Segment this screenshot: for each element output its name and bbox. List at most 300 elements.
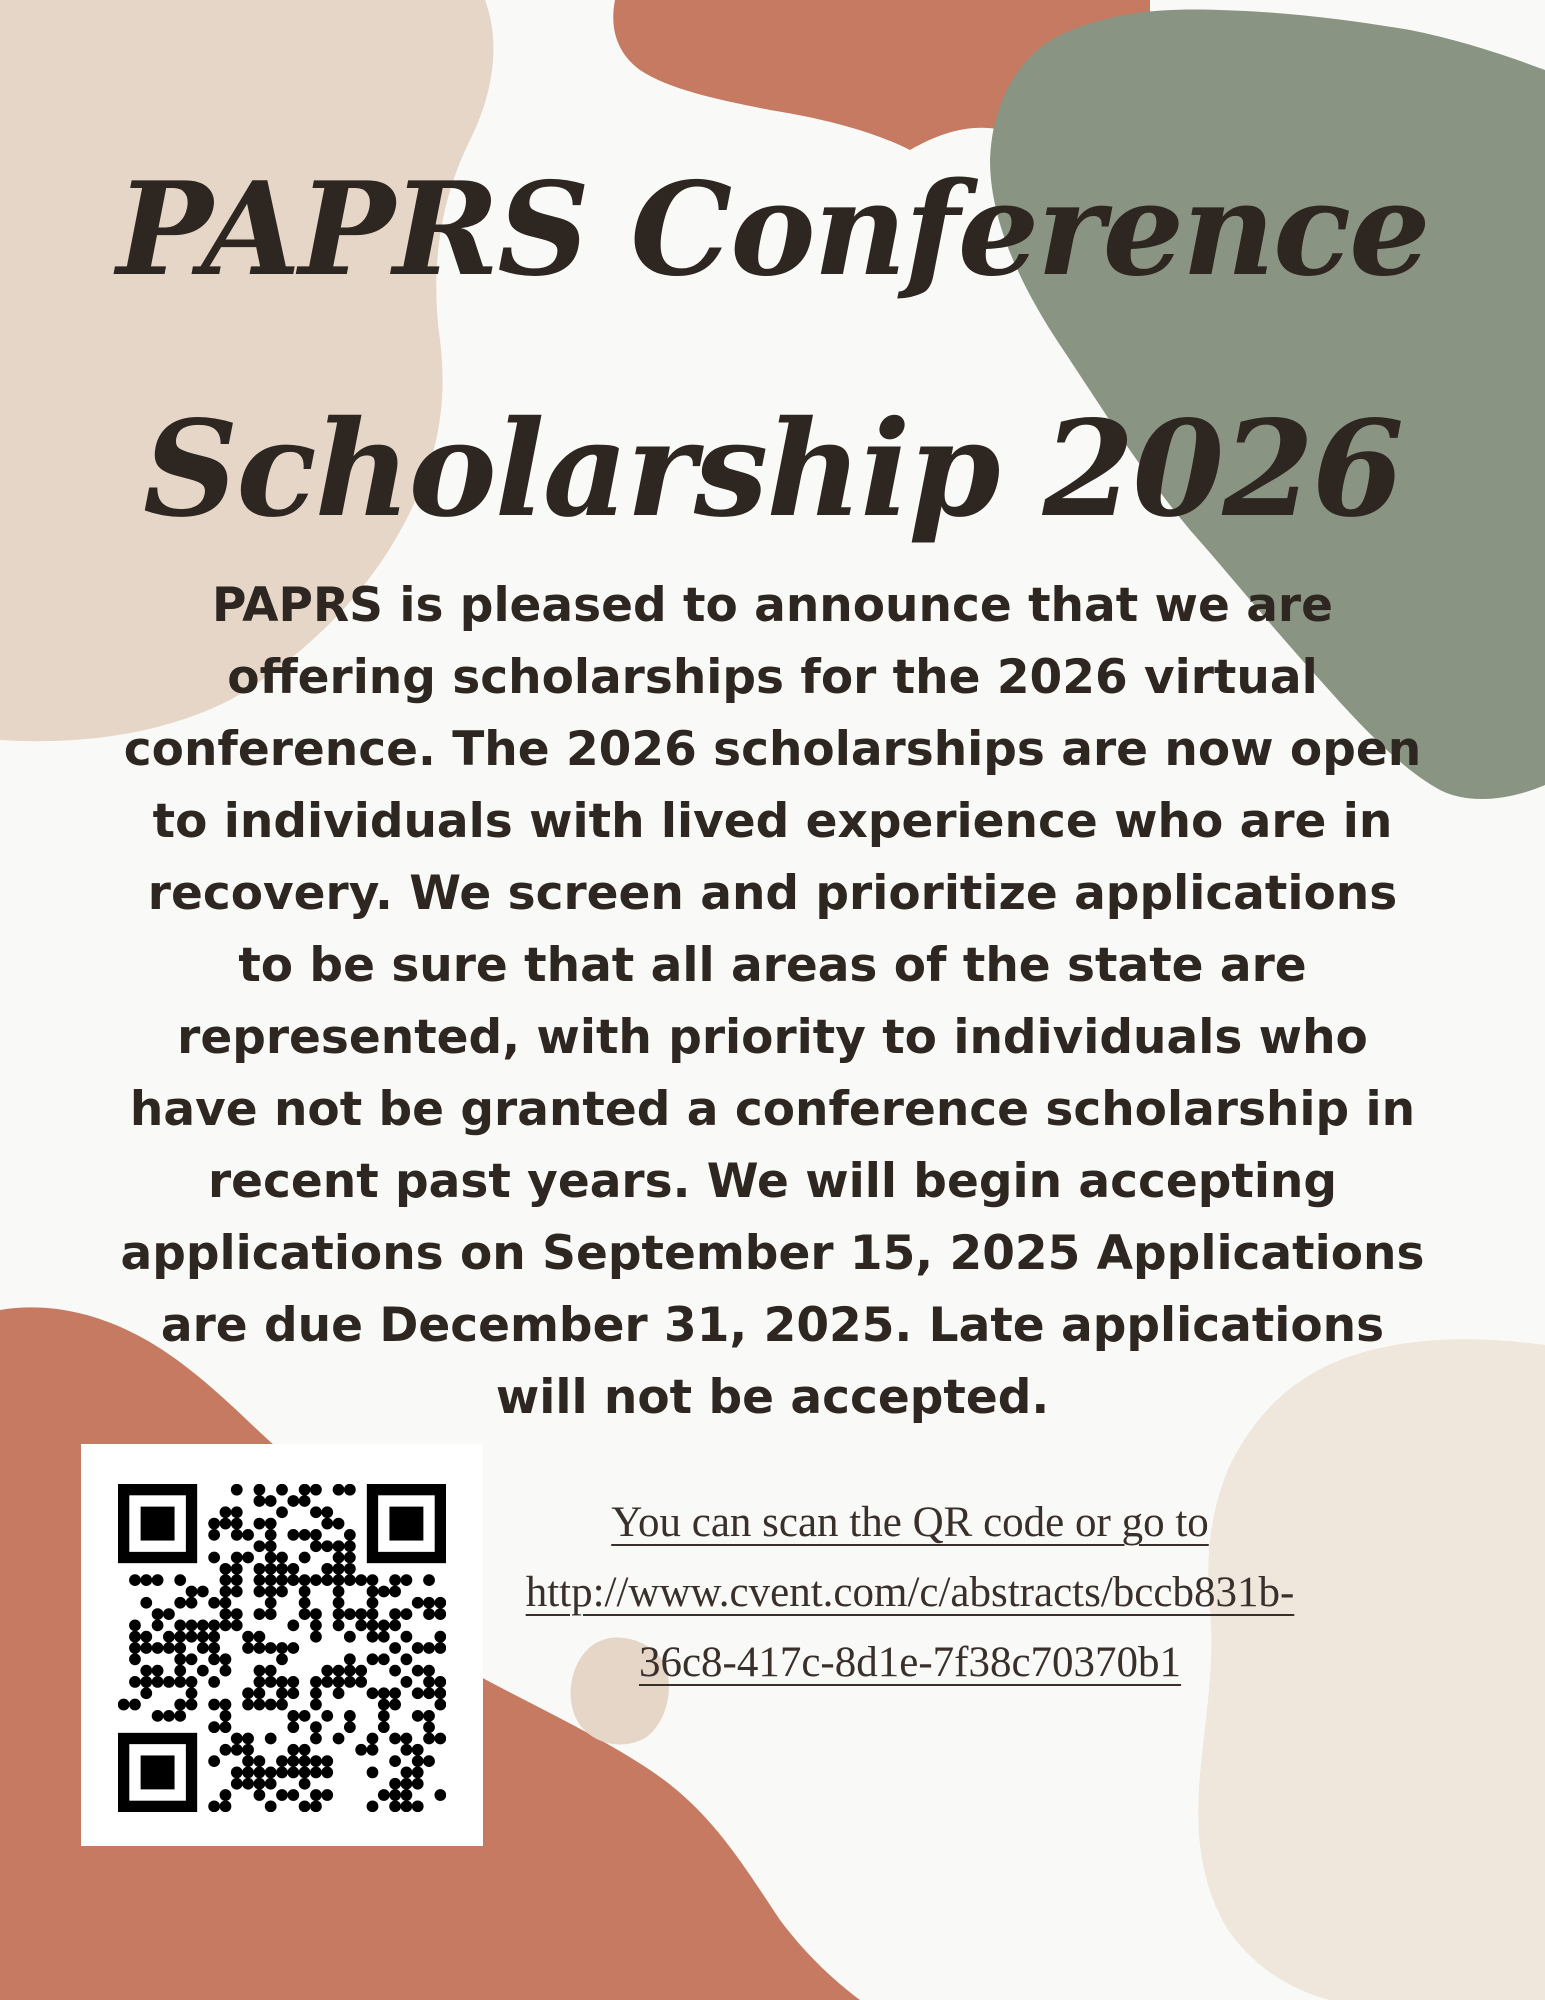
qr-module [299,1744,311,1756]
qr-module [389,1608,401,1620]
qr-module [231,1529,243,1541]
qr-module [253,1574,265,1586]
qr-module [355,1574,367,1586]
qr-module [401,1778,413,1790]
qr-module [231,1518,243,1530]
qr-module [231,1608,243,1620]
qr-module [389,1699,401,1711]
qr-module [310,1755,322,1767]
qr-module [333,1733,345,1745]
qr-module [265,1608,277,1620]
qr-module [197,1642,209,1654]
qr-module [253,1676,265,1688]
qr-module [412,1767,424,1779]
qr-module [242,1699,254,1711]
qr-module [310,1484,322,1496]
qr-module [434,1789,446,1801]
qr-module [389,1619,401,1631]
qr-module [253,1665,265,1677]
qr-module [333,1665,345,1677]
qr-module [231,1733,243,1745]
qr-module [118,1699,130,1711]
qr-module [265,1495,277,1507]
qr-module [208,1653,220,1665]
qr-module [378,1699,390,1711]
qr-module [344,1710,356,1722]
qr-module [220,1789,232,1801]
qr-module [434,1699,446,1711]
qr-module [163,1608,175,1620]
qr-module [434,1733,446,1745]
qr-module [220,1619,232,1631]
qr-module [423,1608,435,1620]
qr-module [344,1631,356,1643]
qr-module [174,1710,186,1722]
qr-module [276,1484,288,1496]
qr-module [265,1676,277,1688]
qr-module [333,1563,345,1575]
qr-module [253,1563,265,1575]
qr-module [355,1744,367,1756]
qr-module [152,1608,164,1620]
qr-module [220,1699,232,1711]
qr-module [299,1552,311,1564]
qr-module [389,1687,401,1699]
qr-module [276,1789,288,1801]
qr-module [197,1665,209,1677]
qr-module [208,1676,220,1688]
qr-module [197,1631,209,1643]
qr-module [220,1518,232,1530]
qr-module [299,1484,311,1496]
qr-module [434,1597,446,1609]
qr-module [423,1676,435,1688]
qr-module [276,1653,288,1665]
qr-module [367,1653,379,1665]
qr-module [242,1755,254,1767]
qr-module [242,1687,254,1699]
qr-module [287,1574,299,1586]
qr-module [174,1597,186,1609]
qr-module [299,1495,311,1507]
qr-module [242,1642,254,1654]
qr-module [310,1619,322,1631]
qr-module [378,1721,390,1733]
qr-module [253,1631,265,1643]
qr-module [265,1800,277,1812]
qr-module [186,1586,198,1598]
qr-module [208,1721,220,1733]
qr-finder-inner-3 [141,1755,175,1789]
qr-module [287,1642,299,1654]
qr-module [208,1755,220,1767]
qr-module [231,1586,243,1598]
qr-module [367,1767,379,1779]
qr-module [276,1642,288,1654]
link-url-line-1[interactable]: http://www.cvent.com/c/abstracts/bccb831b- [525,1569,1295,1616]
qr-module [220,1506,232,1518]
qr-module [412,1744,424,1756]
qr-module [231,1552,243,1564]
qr-module [242,1529,254,1541]
qr-module [344,1529,356,1541]
qr-module [186,1676,198,1688]
qr-module [412,1597,424,1609]
qr-module [220,1574,232,1586]
qr-module [174,1653,186,1665]
qr-module [321,1710,333,1722]
qr-module [220,1586,232,1598]
qr-module [321,1518,333,1530]
qr-module [344,1563,356,1575]
qr-module [434,1642,446,1654]
qr-module [208,1619,220,1631]
qr-module [355,1676,367,1688]
qr-module [367,1608,379,1620]
qr-module [208,1597,220,1609]
qr-module [310,1687,322,1699]
qr-module [299,1608,311,1620]
qr-module [344,1484,356,1496]
qr-module [276,1676,288,1688]
qr-module [174,1619,186,1631]
qr-module [310,1800,322,1812]
qr-module [310,1699,322,1711]
qr-module [367,1597,379,1609]
qr-module [321,1563,333,1575]
qr-module [412,1642,424,1654]
qr-module [401,1789,413,1801]
qr-module [287,1767,299,1779]
qr-module [253,1495,265,1507]
qr-module [242,1778,254,1790]
qr-module [220,1597,232,1609]
qr-module [163,1631,175,1643]
qr-module [265,1529,277,1541]
qr-module [253,1789,265,1801]
qr-module [310,1529,322,1541]
qr-module [208,1552,220,1564]
qr-module [287,1721,299,1733]
qr-module [321,1755,333,1767]
qr-module [299,1529,311,1541]
qr-module [355,1619,367,1631]
link-intro[interactable]: You can scan the QR code or go to [611,1499,1209,1546]
qr-module [231,1744,243,1756]
qr-module [310,1789,322,1801]
qr-module [140,1676,152,1688]
qr-module [265,1552,277,1564]
qr-module [253,1518,265,1530]
qr-module [434,1608,446,1620]
qr-module [220,1653,232,1665]
qr-module [140,1642,152,1654]
qr-module [344,1653,356,1665]
qr-module [220,1608,232,1620]
qr-module [412,1710,424,1722]
qr-module [299,1586,311,1598]
qr-module [321,1506,333,1518]
qr-module [310,1721,322,1733]
qr-module [367,1574,379,1586]
qr-module [367,1800,379,1812]
qr-module [220,1744,232,1756]
qr-module [265,1586,277,1598]
qr-module [412,1800,424,1812]
qr-module [434,1676,446,1688]
qr-module [276,1552,288,1564]
qr-module [333,1619,345,1631]
qr-module [186,1687,198,1699]
qr-module [174,1676,186,1688]
qr-module [152,1574,164,1586]
qr-module [299,1710,311,1722]
qr-module [265,1563,277,1575]
qr-module [367,1687,379,1699]
qr-module [163,1676,175,1688]
qr-module [129,1699,141,1711]
qr-module [299,1767,311,1779]
qr-module [197,1586,209,1598]
qr-module [265,1665,277,1677]
qr-module [401,1608,413,1620]
qr-module [367,1631,379,1643]
qr-module [423,1687,435,1699]
qr-module [231,1563,243,1575]
qr-module [287,1710,299,1722]
qr-module [265,1767,277,1779]
qr-module [220,1710,232,1722]
qr-module [231,1619,243,1631]
qr-module [265,1733,277,1745]
qr-module [186,1653,198,1665]
qr-module [186,1699,198,1711]
qr-module [287,1789,299,1801]
qr-module [333,1586,345,1598]
qr-module [197,1619,209,1631]
qr-module [220,1721,232,1733]
qr-module [208,1529,220,1541]
qr-module [287,1495,299,1507]
qr-module [265,1699,277,1711]
qr-module [367,1619,379,1631]
qr-module [310,1676,322,1688]
qr-module [299,1574,311,1586]
qr-module [434,1631,446,1643]
qr-module [389,1755,401,1767]
qr-module [389,1800,401,1812]
qr-module [231,1506,243,1518]
qr-module [163,1642,175,1654]
qr-module [310,1540,322,1552]
qr-module [287,1676,299,1688]
qr-module [208,1642,220,1654]
qr-module [344,1676,356,1688]
qr-module [401,1653,413,1665]
qr-module [299,1800,311,1812]
qr-module [321,1676,333,1688]
qr-module [265,1540,277,1552]
qr-module [231,1574,243,1586]
qr-module [231,1484,243,1496]
qr-module [253,1608,265,1620]
qr-module [253,1642,265,1654]
title-line-1: PAPRS Conference [116,155,1429,305]
qr-module [140,1574,152,1586]
qr-module [152,1665,164,1677]
qr-module [333,1687,345,1699]
qr-module [378,1653,390,1665]
qr-finder-inner-1 [141,1507,175,1541]
qr-code-card[interactable] [81,1444,483,1846]
qr-module [344,1608,356,1620]
qr-module [129,1631,141,1643]
qr-module [186,1597,198,1609]
link-url-line-2[interactable]: 36c8-417c-8d1e-7f38c70370b1 [638,1639,1182,1686]
qr-module [287,1619,299,1631]
qr-module [344,1552,356,1564]
qr-module [321,1767,333,1779]
qr-module [152,1642,164,1654]
qr-module [310,1506,322,1518]
qr-module [253,1767,265,1779]
qr-module [412,1687,424,1699]
qr-module [333,1676,345,1688]
qr-module [208,1800,220,1812]
qr-module [423,1710,435,1722]
qr-module [186,1619,198,1631]
qr-module [401,1767,413,1779]
qr-module [401,1676,413,1688]
qr-module [242,1733,254,1745]
qr-module [276,1574,288,1586]
qr-module [220,1800,232,1812]
qr-module [265,1574,277,1586]
qr-module [140,1687,152,1699]
qr-module [299,1597,311,1609]
qr-finder-inner-2 [389,1507,423,1541]
qr-module [231,1767,243,1779]
qr-module [174,1699,186,1711]
qr-module [231,1778,243,1790]
qr-module [287,1755,299,1767]
link-block [480,1488,1340,1698]
announcement-text: PAPRS is pleased to announce that we are offering scholarships for the 2026 virtual conference. The 2026 scholarships are now open to individuals with lived experience who are in recovery. We screen and prioritize applications to be sure that all areas of the state are represented, with priority to individuals who have not be granted a conference scholarship in recent past years. We will begin accepting applications on September 15, 2025 Applications are due December 31, 2025. Late applications will not be accepted. [120,578,1425,1425]
qr-module [355,1665,367,1677]
qr-module [367,1586,379,1598]
qr-module [423,1642,435,1654]
qr-module [321,1574,333,1586]
qr-module [389,1574,401,1586]
qr-module [174,1631,186,1643]
qr-module [378,1619,390,1631]
qr-module [276,1586,288,1598]
qr-module [355,1608,367,1620]
qr-module [253,1778,265,1790]
qr-module [265,1597,277,1609]
qr-module [287,1529,299,1541]
qr-module [276,1687,288,1699]
qr-module [276,1755,288,1767]
qr-module [242,1631,254,1643]
qr-module [412,1665,424,1677]
qr-module [265,1778,277,1790]
qr-module [333,1597,345,1609]
qr-module [208,1631,220,1643]
qr-module [276,1767,288,1779]
qr-module [174,1665,186,1677]
qr-module [276,1699,288,1711]
qr-module [412,1755,424,1767]
qr-module [220,1665,232,1677]
qr-module [434,1687,446,1699]
qr-module [174,1642,186,1654]
qr-module [208,1699,220,1711]
qr-module [321,1789,333,1801]
qr-module [276,1506,288,1518]
qr-module [378,1789,390,1801]
qr-module [378,1687,390,1699]
qr-module [242,1552,254,1564]
qr-module [140,1597,152,1609]
qr-module [389,1778,401,1790]
qr-module [140,1631,152,1643]
qr-module [276,1563,288,1575]
qr-module [423,1733,435,1745]
qr-module [129,1574,141,1586]
qr-module [287,1744,299,1756]
qr-module [378,1710,390,1722]
qr-module [423,1755,435,1767]
qr-module [423,1721,435,1733]
qr-module [129,1676,141,1688]
qr-module [287,1563,299,1575]
qr-module [389,1789,401,1801]
qr-module [401,1733,413,1745]
qr-module [129,1642,141,1654]
qr-module [401,1800,413,1812]
qr-module [321,1665,333,1677]
qr-module [344,1540,356,1552]
qr-module [140,1665,152,1677]
qr-module [310,1631,322,1643]
qr-module [344,1574,356,1586]
qr-module [344,1721,356,1733]
qr-module [265,1518,277,1530]
qr-module [253,1699,265,1711]
qr-module [220,1563,232,1575]
qr-module [242,1744,254,1756]
qr-module [310,1767,322,1779]
qr-module [333,1552,345,1564]
qr-code-icon[interactable] [118,1484,446,1812]
qr-module [152,1619,164,1631]
qr-module [389,1665,401,1677]
qr-module [333,1574,345,1586]
qr-module [423,1597,435,1609]
qr-module [378,1586,390,1598]
qr-module [129,1653,141,1665]
qr-module [423,1665,435,1677]
qr-module [208,1518,220,1530]
qr-module [401,1744,413,1756]
title-line-2: Scholarship 2026 [143,392,1402,547]
qr-module [299,1755,311,1767]
qr-module [287,1687,299,1699]
qr-module [299,1778,311,1790]
qr-module [389,1733,401,1745]
qr-module [333,1608,345,1620]
